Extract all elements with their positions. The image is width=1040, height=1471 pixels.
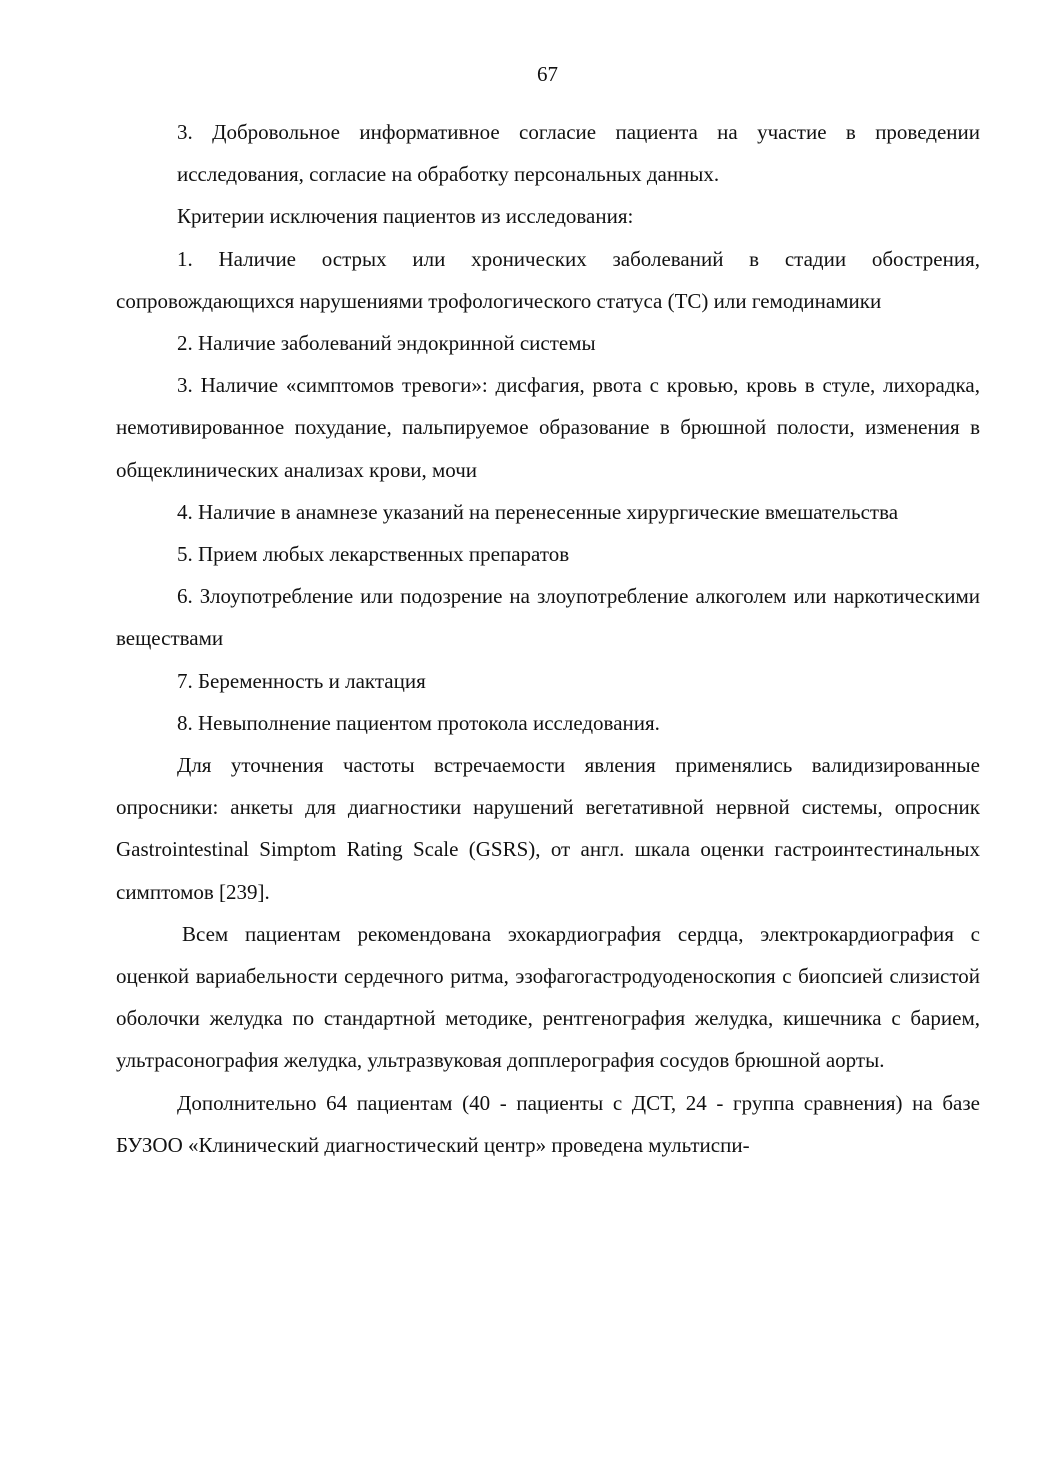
paragraph-consent: 3. Добровольное информативное согласие пациента на участие в проведении исследования, согласие на обработку персональных данных. xyxy=(177,120,980,187)
paragraph-questionnaires: Для уточнения частоты встречаемости явления применялись валидизированные опросники: анкеты для диагностики нарушений вегетативной нервной системы, опросник Gastrointestinal Simptom Rating Scale (GSRS), от англ. шкала оценки гастроинтестинальных симптомов [239]. xyxy=(116,753,980,904)
list-item-exclusion-6: 6. Злоупотребление или подозрение на злоупотребление алкоголем или наркотическими веществами xyxy=(116,584,980,651)
list-item-exclusion-1: 1. Наличие острых или хронических заболеваний в стадии обострения, сопровождающихся нарушениями трофологического статуса (ТС) или гемодинамики xyxy=(116,246,980,313)
list-item-exclusion-5: 5. Прием любых лекарственных препаратов xyxy=(177,542,570,567)
list-item-exclusion-8: 8. Невыполнение пациентом протокола исследования. xyxy=(177,710,660,735)
paragraph-additional: Дополнительно 64 пациентам (40 - пациенты с ДСТ, 24 - группа сравнения) на базе БУЗОО «Клинический диагностический центр» проведена мультиспи- xyxy=(116,1090,980,1157)
paragraph-exclusion-heading: Критерии исключения пациентов из исследования: xyxy=(177,204,634,229)
list-item-exclusion-7: 7. Беременность и лактация xyxy=(177,668,426,693)
list-item-exclusion-2: 2. Наличие заболеваний эндокринной системы xyxy=(177,331,596,356)
paragraph-examinations: Всем пациентам рекомендована эхокардиография сердца, электрокардиография с оценкой вариабельности сердечного ритма, эзофагогастродуоденоскопия с биопсией слизистой оболочки желудка по стандартной методике, рентгенография желудка, кишечника с барием, ультрасонография желудка, ультразвуковая допплерография сосудов брюшной аорты. xyxy=(116,921,980,1073)
list-item-exclusion-3: 3. Наличие «симптомов тревоги»: дисфагия, рвота с кровью, кровь в стуле, лихорадка, немотивированное похудание, пальпируемое образование в брюшной полости, изменения в общеклинических анализах крови, мочи xyxy=(116,373,980,482)
document-body xyxy=(116,111,980,1166)
page-number: 67 xyxy=(537,62,558,86)
list-item-exclusion-4: 4. Наличие в анамнезе указаний на перенесенные хирургические вмешательства xyxy=(177,499,899,524)
